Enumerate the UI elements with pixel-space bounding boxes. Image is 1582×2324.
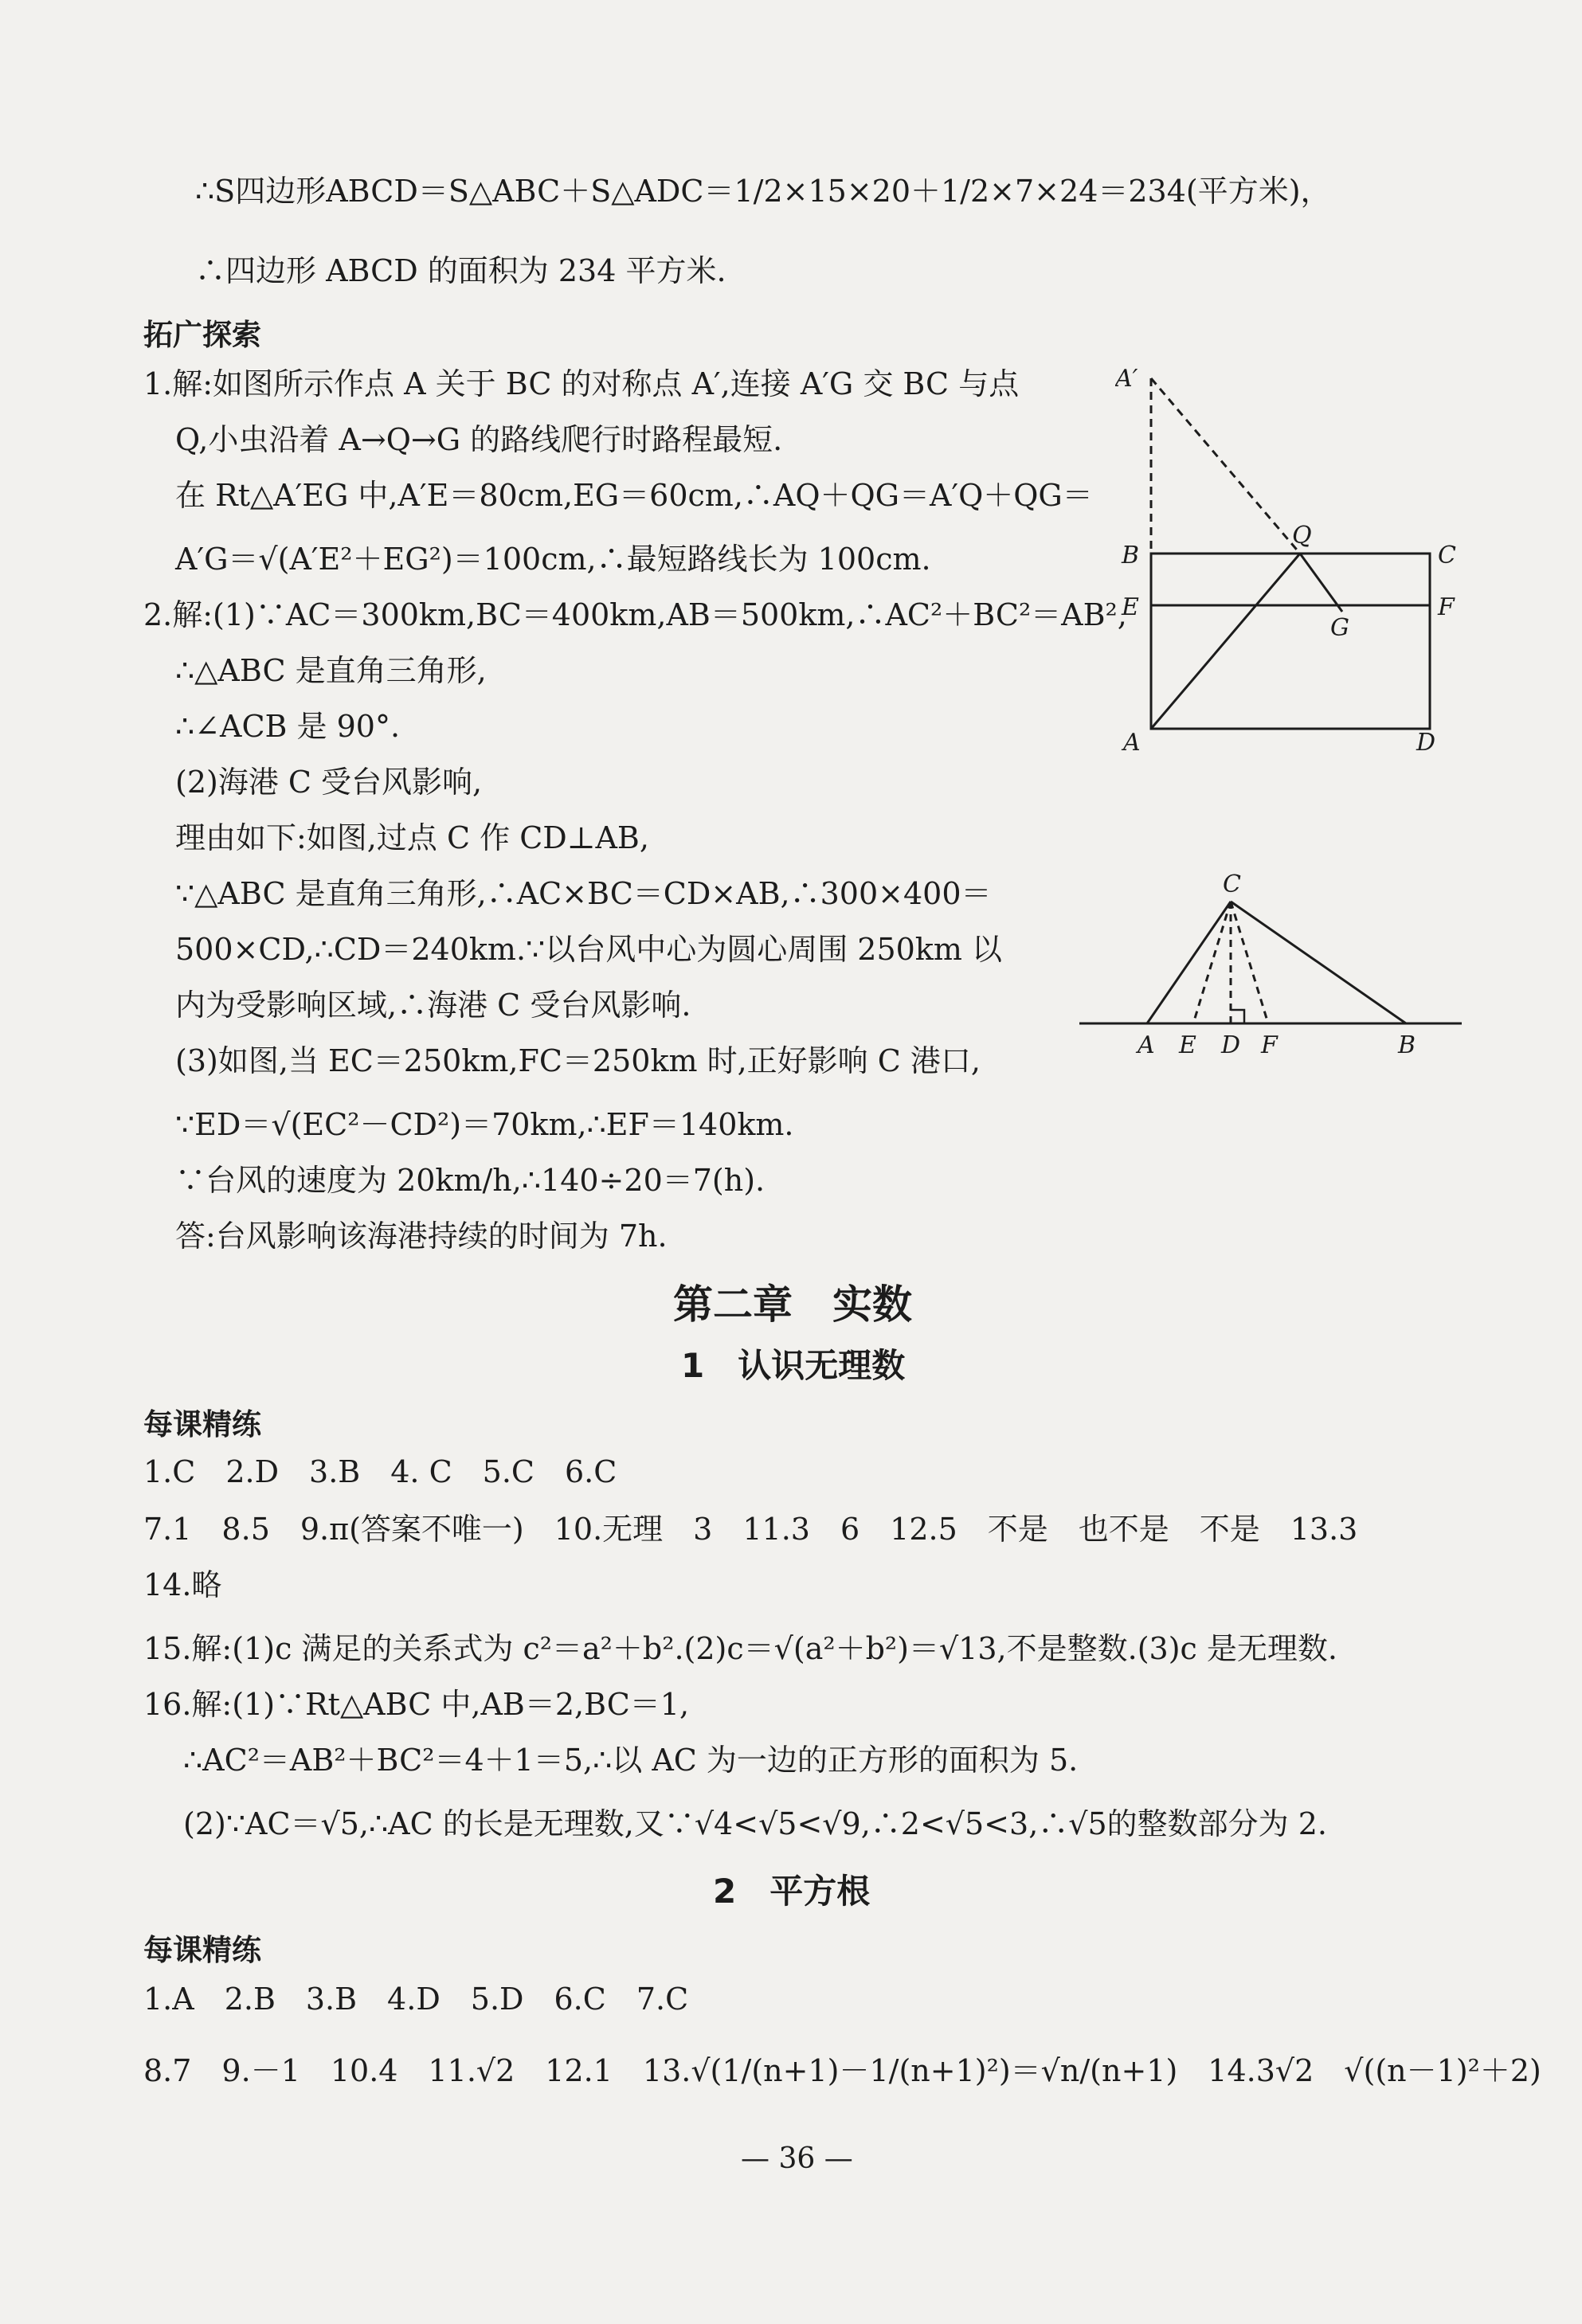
figure2-label: E (1179, 1031, 1196, 1059)
side-cb (1231, 902, 1406, 1023)
text-line: ∵ED＝√(EC²－CD²)＝70km,∴EF＝140km. (175, 1107, 794, 1142)
text-line: ∴四边形 ABCD 的面积为 234 平方米. (195, 253, 726, 288)
section-title: 2 平方根 (713, 1872, 871, 1911)
answer-line: 16.解:(1)∵Rt△ABC 中,AB＝2,BC＝1, (143, 1687, 690, 1722)
figure2-label: F (1261, 1031, 1278, 1059)
figure1-label: D (1416, 729, 1436, 757)
figure2-label: A (1138, 1031, 1155, 1059)
figure1-label: A (1123, 729, 1141, 757)
text-line: (2)海港 C 受台风影响, (175, 765, 483, 800)
figure1-label: F (1438, 593, 1455, 621)
text-line: Q,小虫沿着 A→Q→G 的路线爬行时路程最短. (175, 422, 783, 457)
text-line: 1.解:如图所示作点 A 关于 BC 的对称点 A′,连接 A′G 交 BC 与点 (143, 366, 1020, 401)
text-line: ∵△ABC 是直角三角形,∴AC×BC＝CD×AB,∴300×400＝ (175, 876, 992, 911)
side-ac (1147, 902, 1231, 1023)
subheading-tuoguang: 拓广探索 (143, 318, 261, 352)
text-line: 2.解:(1)∵AC＝300km,BC＝400km,AB＝500km,∴AC²＋BC²＝AB², (143, 597, 1127, 632)
figure2-label: B (1398, 1031, 1416, 1059)
dashed-line-aprime-q (1151, 378, 1300, 554)
line-q-g (1300, 554, 1342, 612)
text-line: 500×CD,∴CD＝240km.∵以台风中心为圆心周围 250km 以 (175, 932, 1002, 967)
text-line: 理由如下:如图,过点 C 作 CD⊥AB, (175, 820, 649, 855)
figure2-label: C (1223, 871, 1241, 898)
answer-line: (2)∵AC＝√5,∴AC 的长是无理数,又∵√4<√5<√9,∴2<√5<3,∴√5的整数部分为 2. (183, 1806, 1328, 1841)
right-angle-mark (1231, 1010, 1244, 1023)
text-line: (3)如图,当 EC＝250km,FC＝250km 时,正好影响 C 港口, (175, 1043, 981, 1078)
line-a-q (1151, 554, 1300, 729)
answer-line: 8.7 9.－1 10.4 11.√2 12.1 13.√(1/(n+1)－1/(n+1)²)＝√n/(n+1) 14.3√2 √((n－1)²＋2) (143, 2053, 1541, 2088)
text-line: ∴∠ACB 是 90°. (175, 709, 401, 744)
figure-reflection-diagram (1115, 358, 1466, 773)
dashed-cf (1231, 902, 1268, 1023)
text-line: A′G＝√(A′E²＋EG²)＝100cm,∴最短路线长为 100cm. (175, 542, 931, 577)
text-line: 内为受影响区域,∴海港 C 受台风影响. (175, 988, 691, 1023)
figure1-label: C (1438, 542, 1456, 569)
subheading-meike: 每课精练 (143, 1933, 261, 1967)
section-title: 1 认识无理数 (681, 1346, 906, 1385)
answer-line: 1.A 2.B 3.B 4.D 5.D 6.C 7.C (143, 1982, 689, 2017)
answer-line: 15.解:(1)c 满足的关系式为 c²＝a²＋b².(2)c＝√(a²＋b²)＝√13,不是整数.(3)c 是无理数. (143, 1631, 1337, 1666)
answer-line: 7.1 8.5 9.π(答案不唯一) 10.无理 3 11.3 6 12.5 不是 也不是 不是 13.3 (143, 1512, 1358, 1547)
text-line: 在 Rt△A′EG 中,A′E＝80cm,EG＝60cm,∴AQ＋QG＝A′Q＋QG＝ (175, 478, 1093, 513)
figure1-label: G (1330, 614, 1349, 642)
page-number: — 36 — (741, 2142, 853, 2175)
answer-line: 1.C 2.D 3.B 4. C 5.C 6.C (143, 1454, 617, 1489)
figure1-label: A′ (1115, 365, 1138, 393)
text-line: ∴S四边形ABCD＝S△ABC＋S△ADC＝1/2×15×20＋1/2×7×24＝234(平方米)， (195, 174, 1331, 209)
figure2-label: D (1221, 1031, 1241, 1059)
figure-triangle-diagram (1075, 868, 1466, 1075)
figure1-label: Q (1292, 522, 1312, 550)
text-line: ∴△ABC 是直角三角形, (175, 653, 487, 688)
text-line: ∵台风的速度为 20km/h,∴140÷20＝7(h). (175, 1163, 766, 1198)
dashed-ce (1193, 902, 1231, 1023)
figure1-label: B (1122, 542, 1140, 569)
answer-line: 14.略 (143, 1567, 222, 1602)
subheading-meike: 每课精练 (143, 1407, 261, 1442)
rectangle-abcd (1151, 554, 1430, 729)
text-line: 答:台风影响该海港持续的时间为 7h. (175, 1219, 668, 1254)
answer-line: ∴AC²＝AB²＋BC²＝4＋1＝5,∴以 AC 为一边的正方形的面积为 5. (183, 1743, 1079, 1778)
figure1-label: E (1122, 593, 1139, 621)
chapter-title: 第二章 实数 (673, 1281, 912, 1328)
